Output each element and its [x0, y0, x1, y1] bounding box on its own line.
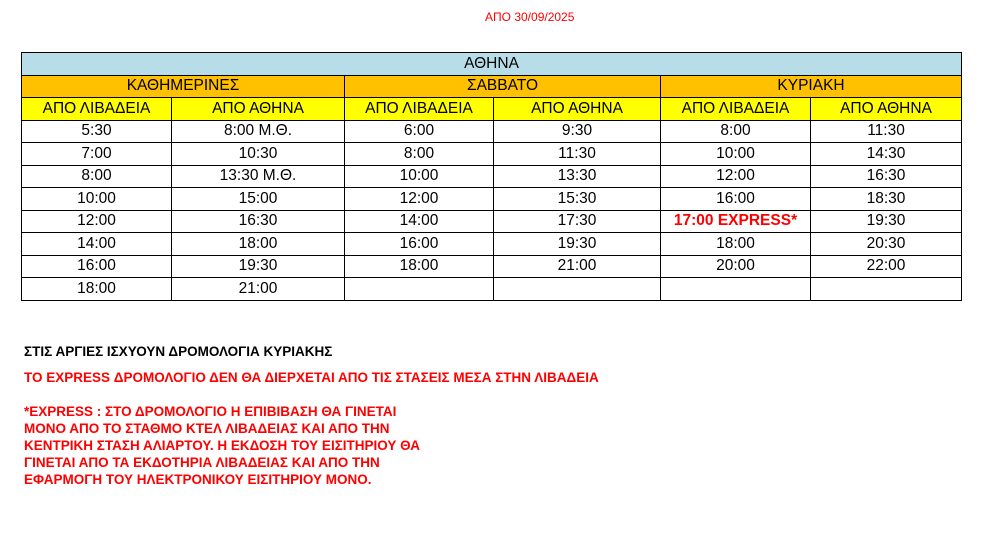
departure-time: 12:00: [22, 210, 172, 233]
departure-time: 10:00: [661, 143, 811, 166]
direction-header: ΑΠΟ ΛΙΒΑΔΕΙΑ: [661, 98, 811, 121]
departure-time: 16:30: [811, 165, 962, 188]
departure-time: 20:30: [811, 233, 962, 256]
departure-time: 7:00: [22, 143, 172, 166]
express-details-line: ΓΙΝΕΤΑΙ ΑΠΟ ΤΑ ΕΚΔΟΤΗΡΙΑ ΛΙΒΑΔΕΙΑΣ ΚΑΙ ΑΠΟ ΤΗΝ: [24, 455, 380, 470]
express-departure-time: 17:00 EXPRESS*: [661, 210, 811, 233]
departure-time: 18:00: [345, 255, 494, 278]
table-row: [22, 143, 962, 166]
departure-time: 22:00: [811, 255, 962, 278]
express-stops-note: ΤΟ EXPRESS ΔΡΟΜΟΛΟΓΙΟ ΔΕΝ ΘΑ ΔΙΕΡΧΕΤΑΙ ΑΠΟ ΤΙΣ ΣΤΑΣΕΙΣ ΜΕΣΑ ΣΤΗΝ ΛΙΒΑΔΕΙΑ: [24, 370, 599, 385]
departure-time: 8:00: [661, 120, 811, 143]
departure-time: 21:00: [172, 278, 345, 301]
departure-time: 10:00: [345, 165, 494, 188]
table-row: [22, 188, 962, 211]
direction-header: ΑΠΟ ΑΘΗΝΑ: [811, 98, 962, 121]
departure-time: 14:30: [811, 143, 962, 166]
day-group-weekdays: ΚΑΘΗΜΕΡΙΝΕΣ: [22, 75, 345, 98]
departure-time: 13:30 Μ.Θ.: [172, 165, 345, 188]
direction-header: ΑΠΟ ΛΙΒΑΔΕΙΑ: [22, 98, 172, 121]
departure-time: 5:30: [22, 120, 172, 143]
departure-time: 20:00: [661, 255, 811, 278]
effective-date-note: ΑΠΟ 30/09/2025: [485, 10, 575, 24]
departure-time: 19:30: [172, 255, 345, 278]
departure-time: [345, 278, 494, 301]
departure-time: 11:30: [811, 120, 962, 143]
city-header-row: [22, 53, 962, 76]
direction-header: ΑΠΟ ΑΘΗΝΑ: [172, 98, 345, 121]
departure-time: 17:30: [494, 210, 661, 233]
express-details-line: ΜΟΝΟ ΑΠΟ ΤΟ ΣΤΑΘΜΟ ΚΤΕΛ ΛΙΒΑΔΕΙΑΣ ΚΑΙ ΑΠΟ ΤΗΝ: [24, 421, 390, 436]
departure-time: 15:00: [172, 188, 345, 211]
holidays-note: ΣΤΙΣ ΑΡΓΙΕΣ ΙΣΧΥΟΥΝ ΔΡΟΜΟΛΟΓΙΑ ΚΥΡΙΑΚΗΣ: [24, 344, 333, 359]
departure-time: 16:00: [345, 233, 494, 256]
table-row: [22, 120, 962, 143]
departure-time: [494, 278, 661, 301]
table-row: [22, 210, 962, 233]
departure-time: [811, 278, 962, 301]
table-row: [22, 278, 962, 301]
departure-time: 16:30: [172, 210, 345, 233]
direction-header: ΑΠΟ ΛΙΒΑΔΕΙΑ: [345, 98, 494, 121]
departure-time: 6:00: [345, 120, 494, 143]
directions-row: [22, 98, 962, 121]
day-groups-row: [22, 75, 962, 98]
departure-time: 8:00: [22, 165, 172, 188]
departure-time: 10:30: [172, 143, 345, 166]
timetable: [21, 52, 962, 301]
departure-time: 21:00: [494, 255, 661, 278]
departure-time: 15:30: [494, 188, 661, 211]
city-header: ΑΘΗΝΑ: [22, 53, 962, 76]
departure-time: 14:00: [345, 210, 494, 233]
departure-time: 16:00: [661, 188, 811, 211]
departure-time: 19:30: [811, 210, 962, 233]
departure-time: 16:00: [22, 255, 172, 278]
departure-time: 8:00 Μ.Θ.: [172, 120, 345, 143]
departure-time: 18:00: [661, 233, 811, 256]
departure-time: 18:30: [811, 188, 962, 211]
departure-time: 18:00: [22, 278, 172, 301]
departure-time: 14:00: [22, 233, 172, 256]
departure-time: 9:30: [494, 120, 661, 143]
departure-time: 8:00: [345, 143, 494, 166]
express-details-line: *EXPRESS : ΣΤΟ ΔΡΟΜΟΛΟΓΙΟ Η ΕΠΙΒΙΒΑΣΗ ΘΑ ΓΙΝΕΤΑΙ: [24, 404, 397, 419]
direction-header: ΑΠΟ ΑΘΗΝΑ: [494, 98, 661, 121]
table-row: [22, 165, 962, 188]
express-details-line: ΚΕΝΤΡΙΚΗ ΣΤΑΣΗ ΑΛΙΑΡΤΟΥ. Η ΕΚΔΟΣΗ ΤΟΥ ΕΙΣΙΤΗΡΙΟΥ ΘΑ: [24, 438, 421, 453]
departure-time: 12:00: [345, 188, 494, 211]
departure-time: 12:00: [661, 165, 811, 188]
departure-time: 11:30: [494, 143, 661, 166]
express-details-note: [24, 403, 494, 488]
departure-time: [661, 278, 811, 301]
day-group-sunday: ΚΥΡΙΑΚΗ: [661, 75, 962, 98]
departure-time: 10:00: [22, 188, 172, 211]
departure-time: 18:00: [172, 233, 345, 256]
departure-time: 19:30: [494, 233, 661, 256]
table-row: [22, 233, 962, 256]
departure-time: 13:30: [494, 165, 661, 188]
express-details-line: ΕΦΑΡΜΟΓΗ ΤΟΥ ΗΛΕΚΤΡΟΝΙΚΟΥ ΕΙΣΙΤΗΡΙΟΥ ΜΟΝΟ.: [24, 472, 372, 487]
table-row: [22, 255, 962, 278]
day-group-saturday: ΣΑΒΒΑΤΟ: [345, 75, 661, 98]
